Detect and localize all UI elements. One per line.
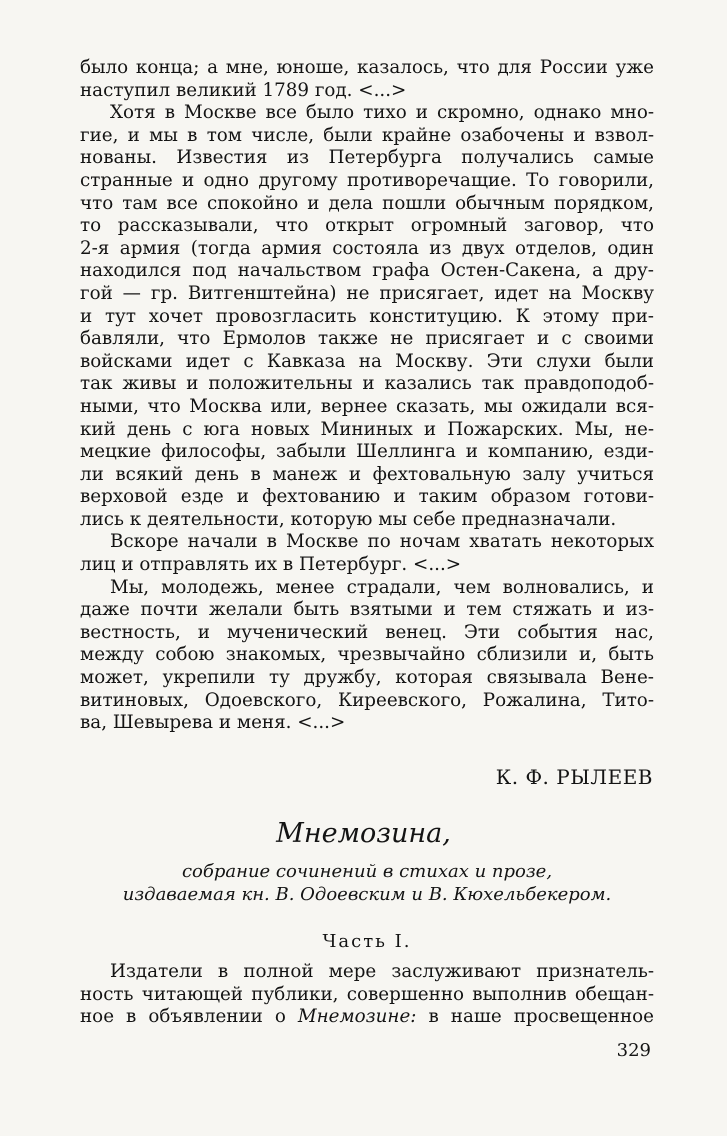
text-line: Хотя в Москве все было тихо и скромно, однако мно- <box>110 102 654 124</box>
text-line: верховой езде и фехтованию и таким образом готови- <box>80 486 654 508</box>
text-line: Издатели в полной мере заслуживают признатель- <box>110 961 654 982</box>
text-line: Вскоре начали в Москве по ночам хватать некоторых <box>110 531 654 553</box>
author-heading: К. Ф. РЫЛЕЕВ <box>495 765 653 789</box>
text-line: лиц и отправлять их в Петербург. <...> <box>80 554 462 576</box>
text-line: войсками идет с Кавказа на Москву. Эти слухи были <box>80 350 654 372</box>
paragraph-1 <box>80 57 654 102</box>
text-line: между собою знакомых, чрезвычайно сблизили и, быть <box>80 644 654 666</box>
text-line: что там все спокойно и дела пошли обычным порядком, <box>80 192 654 214</box>
text-line: вестность, и мученический венец. Эти события нас, <box>80 621 654 643</box>
text-line: то рассказывали, что открыт огромный заговор, что <box>80 215 654 237</box>
text-line: витиновых, Одоевского, Киреевского, Рожалина, Тито- <box>80 689 654 711</box>
review-text-block <box>80 961 654 1029</box>
text-fragment: ное в объявлении о <box>80 1006 298 1028</box>
text-line: и тут хочет провозгласить конституцию. К этому при- <box>80 305 654 327</box>
memoir-text-block <box>80 57 654 735</box>
part-heading: Часть I. <box>322 931 412 952</box>
text-line: гой — гр. Витгенштейна) не присягает, идет на Москву <box>80 282 654 304</box>
text-line: может, укрепили ту дружбу, которая связывала Вене- <box>80 667 654 689</box>
text-line: ность читающей публики, совершенно выполнив обещан- <box>80 983 654 1005</box>
paragraph-3 <box>80 531 654 576</box>
text-line: ными, что Москва или, вернее сказать, мы ожидали вся- <box>80 395 654 417</box>
page-number: 329 <box>616 1040 651 1061</box>
text-line: ва, Шевырева и меня. <...> <box>80 712 346 734</box>
text-line: ли всякий день в манеж и фехтовальную залу учиться <box>80 463 654 485</box>
subtitle-line-1: собрание сочинений в стихах и прозе, <box>181 861 553 882</box>
work-title: Мнемозина, <box>276 818 451 849</box>
text-line-with-emphasis <box>80 1006 654 1029</box>
text-line: лись к деятельности, которую мы себе предназначали. <box>80 508 617 530</box>
text-line: было конца; а мне, юноше, казалось, что для России уже <box>80 57 654 78</box>
text-line: даже почти желали быть взятыми и тем стяжать и из- <box>80 599 654 621</box>
subtitle-line-2: издаваемая кн. В. Одоевским и В. Кюхельбекером. <box>122 884 612 905</box>
text-line: мецкие философы, забыли Шеллинга и компанию, езди- <box>80 441 654 463</box>
text-line: гие, и мы в том числе, были крайне озабочены и взвол- <box>80 124 654 146</box>
paragraph-4 <box>80 577 654 735</box>
text-line: так живы и положительны и казались так правдоподоб- <box>80 373 654 395</box>
text-line: странные и одно другому противоречащие. То говорили, <box>80 169 654 191</box>
text-line: находился под начальством графа Остен-Сакена, а дру- <box>80 260 654 282</box>
text-line: Мы, молодежь, менее страдали, чем волновались, и <box>110 576 654 598</box>
text-fragment: в наше просвещенное <box>416 1006 654 1028</box>
emphasized-title: Мнемозине: <box>297 1006 417 1028</box>
text-line: бавляли, что Ермолов также не присягает и с своими <box>80 328 654 350</box>
text-line: 2-я армия (тогда армия состояла из двух отделов, один <box>80 237 654 259</box>
text-line: нованы. Известия из Петербурга получались самые <box>80 147 654 169</box>
text-line: кий день с юга новых Мининых и Пожарских. Мы, не- <box>80 418 654 440</box>
text-line: наступил великий 1789 год. <...> <box>80 79 407 101</box>
paragraph-2 <box>80 102 654 531</box>
